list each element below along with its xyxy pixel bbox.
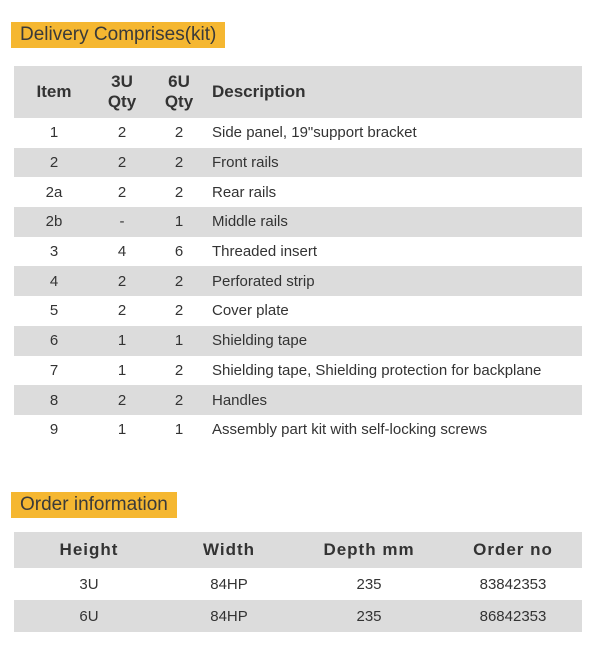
order-row (14, 568, 582, 600)
cell-item: 5 (49, 302, 59, 320)
delivery-header-row (14, 66, 582, 118)
delivery-section-title: Delivery Comprises(kit) (11, 22, 225, 48)
cell-3u-qty: 2 (117, 124, 127, 142)
cell-6u-qty: 2 (150, 148, 208, 178)
cell-6u-qty: 2 (150, 266, 208, 296)
cell-3u-qty: 4 (117, 243, 127, 261)
header-width: Width (164, 532, 294, 568)
cell-6u-qty: 6 (174, 243, 184, 261)
cell-3u-qty: 2 (94, 266, 150, 296)
cell-depth: 235 (356, 575, 382, 593)
delivery-row (14, 296, 582, 326)
cell-item: 7 (49, 361, 59, 379)
order-header-row (14, 532, 582, 568)
cell-order-no: 86842353 (444, 600, 582, 632)
cell-6u-qty: 2 (150, 385, 208, 415)
delivery-row (14, 326, 582, 356)
cell-description: Threaded insert (212, 243, 318, 261)
cell-item: 3 (49, 243, 59, 261)
cell-item: 2 (14, 148, 94, 178)
order-section-title: Order information (11, 492, 177, 518)
header-order-no: Order no (444, 532, 582, 568)
delivery-row (14, 207, 582, 237)
delivery-row (14, 385, 582, 415)
order-table (14, 532, 582, 632)
cell-item: 1 (49, 124, 59, 142)
cell-6u-qty: 1 (150, 326, 208, 356)
cell-description: Shielding tape (208, 326, 582, 356)
cell-description: Rear rails (212, 183, 277, 201)
cell-width: 84HP (164, 600, 294, 632)
cell-description: Side panel, 19"support bracket (212, 124, 417, 142)
cell-6u-qty: 2 (174, 302, 184, 320)
cell-6u-qty: 2 (174, 124, 184, 142)
header-3u-qty-label: 3U Qty (107, 72, 137, 111)
delivery-row (14, 356, 582, 386)
cell-3u-qty: 2 (117, 183, 127, 201)
cell-item: 8 (14, 385, 94, 415)
cell-3u-qty: 2 (94, 148, 150, 178)
cell-description: Middle rails (208, 207, 582, 237)
cell-3u-qty: 2 (117, 302, 127, 320)
cell-3u-qty: 1 (117, 361, 127, 379)
header-height: Height (14, 532, 164, 568)
header-6u-qty (150, 66, 208, 118)
cell-height: 3U (79, 575, 99, 593)
cell-height: 6U (14, 600, 164, 632)
order-row (14, 600, 582, 632)
cell-item: 4 (14, 266, 94, 296)
delivery-row (14, 118, 582, 148)
cell-6u-qty: 2 (174, 183, 184, 201)
cell-order-no: 83842353 (479, 575, 547, 593)
delivery-row (14, 266, 582, 296)
cell-item: 2b (14, 207, 94, 237)
cell-description: Perforated strip (208, 266, 582, 296)
header-6u-qty-label: 6U Qty (164, 72, 194, 111)
header-item: Item (14, 66, 94, 118)
cell-item: 2a (45, 183, 63, 201)
cell-description: Cover plate (212, 302, 289, 320)
delivery-row (14, 237, 582, 267)
cell-description: Assembly part kit with self-locking screws (212, 421, 488, 439)
cell-description: Handles (208, 385, 582, 415)
cell-description: Front rails (208, 148, 582, 178)
cell-item: 9 (49, 421, 59, 439)
header-description: Description (208, 66, 582, 118)
header-3u-qty (94, 66, 150, 118)
header-depth: Depth mm (294, 532, 444, 568)
cell-3u-qty: 2 (94, 385, 150, 415)
delivery-row (14, 415, 582, 445)
cell-6u-qty: 1 (150, 207, 208, 237)
cell-width: 84HP (210, 575, 248, 593)
cell-6u-qty: 1 (174, 421, 184, 439)
cell-description: Shielding tape, Shielding protection for backplane (212, 361, 542, 379)
cell-3u-qty: - (94, 207, 150, 237)
cell-3u-qty: 1 (117, 421, 127, 439)
cell-item: 6 (14, 326, 94, 356)
cell-3u-qty: 1 (94, 326, 150, 356)
cell-6u-qty: 2 (174, 361, 184, 379)
delivery-row (14, 177, 582, 207)
delivery-row (14, 148, 582, 178)
cell-depth: 235 (294, 600, 444, 632)
delivery-table (14, 66, 582, 445)
